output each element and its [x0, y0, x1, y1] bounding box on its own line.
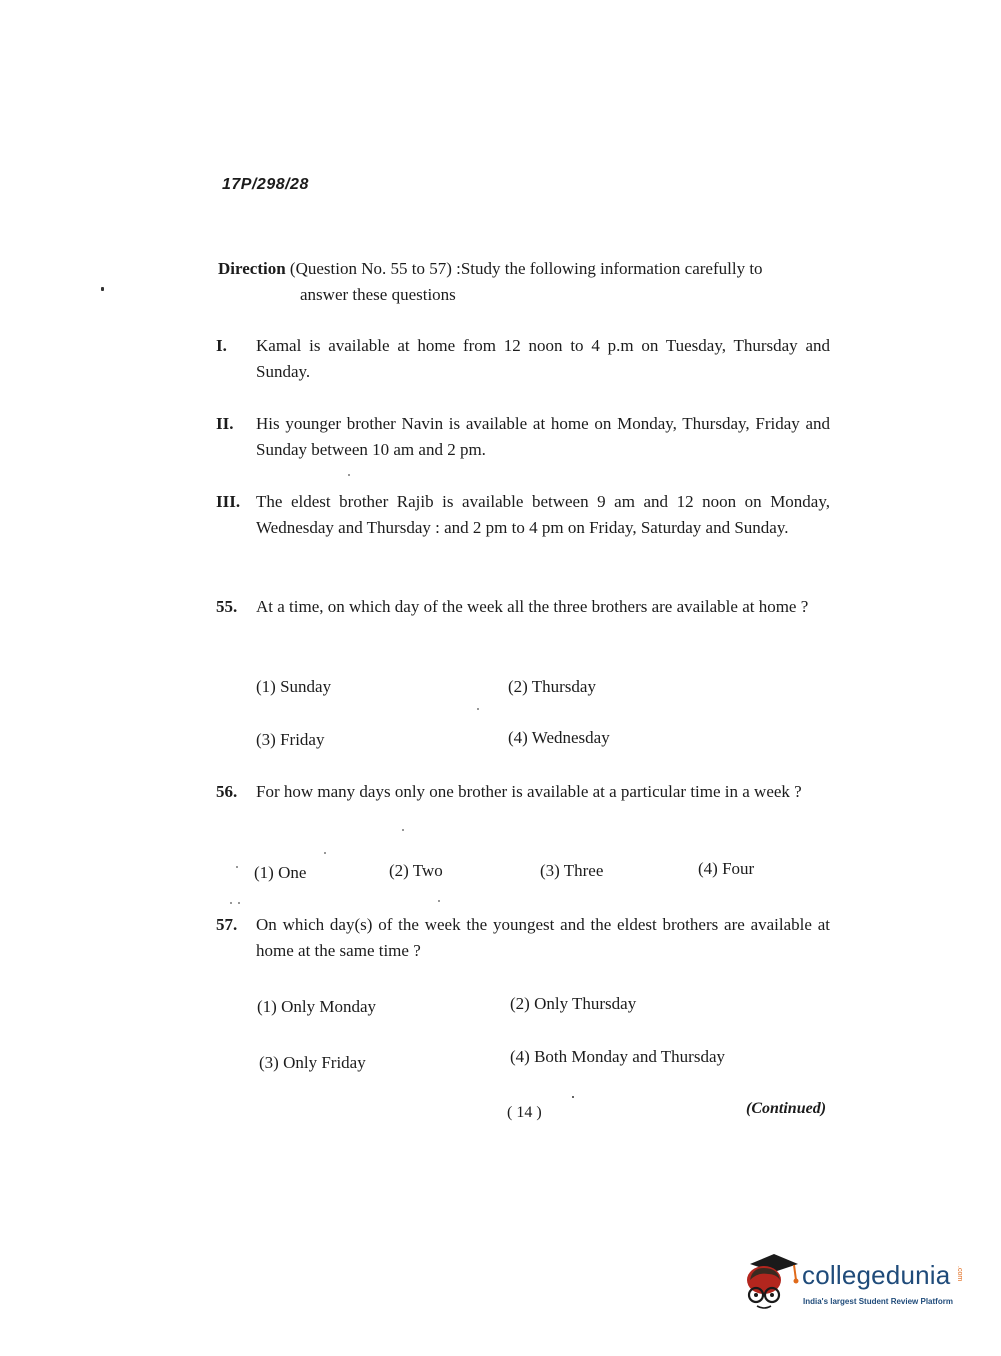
- direction-line-1: (Question No. 55 to 57) :Study the following information carefully to: [289, 259, 763, 278]
- statement-number: II.: [216, 414, 234, 433]
- collegedunia-logo[interactable]: [742, 1250, 972, 1320]
- question-number: 57.: [216, 915, 238, 934]
- scan-speck: [324, 852, 326, 854]
- direction-label: Direction: [218, 259, 286, 278]
- statement-1: [216, 333, 830, 385]
- scan-speck: [348, 474, 350, 476]
- q55-option-3[interactable]: (3) Friday: [256, 730, 325, 749]
- scan-speck: [572, 1096, 574, 1098]
- paper-code: 17P/298/28: [222, 176, 309, 193]
- q56-option-1[interactable]: (1) One: [254, 863, 307, 882]
- logo-suffix: .com: [956, 1266, 963, 1282]
- statement-text: Kamal is available at home from 12 noon to 4 p.m on Tuesday, Thursday and Sunday.: [256, 336, 830, 381]
- q55-option-2[interactable]: (2) Thursday: [508, 677, 596, 696]
- statement-text: His younger brother Navin is available at home on Monday, Thursday, Friday and Sunday between 10 am and 2 pm.: [256, 414, 830, 459]
- question-number: 55.: [216, 597, 238, 616]
- direction-line-2: answer these questions: [300, 285, 456, 304]
- q55-option-4[interactable]: (4) Wednesday: [508, 728, 610, 747]
- scan-speck: [101, 287, 104, 291]
- q57-option-1[interactable]: (1) Only Monday: [257, 997, 376, 1016]
- scan-speck: [236, 866, 238, 868]
- page-number: ( 14 ): [507, 1104, 542, 1121]
- scan-speck: [230, 902, 232, 904]
- question-text: At a time, on which day of the week all the three brothers are available at home ?: [256, 597, 809, 616]
- question-56: [216, 779, 830, 805]
- question-57: [216, 912, 830, 964]
- statement-3: [216, 489, 830, 541]
- question-number: 56.: [216, 782, 238, 801]
- logo-wordmark: collegedunia: [802, 1260, 951, 1290]
- continued-label: (Continued): [746, 1100, 827, 1117]
- logo-tagline: India's largest Student Review Platform: [803, 1297, 953, 1306]
- q57-option-3[interactable]: (3) Only Friday: [259, 1053, 366, 1072]
- q57-option-2[interactable]: (2) Only Thursday: [510, 994, 637, 1013]
- statement-2: [216, 411, 830, 463]
- statement-number: III.: [216, 492, 241, 511]
- direction-block: [218, 256, 830, 308]
- scan-speck: [438, 900, 440, 902]
- scan-speck: [402, 829, 404, 831]
- mascot-icon: [742, 1250, 800, 1312]
- scan-speck: [238, 902, 240, 904]
- q57-option-4[interactable]: (4) Both Monday and Thursday: [510, 1047, 725, 1066]
- q55-option-1[interactable]: (1) Sunday: [256, 677, 332, 696]
- q56-option-4[interactable]: (4) Four: [698, 859, 755, 878]
- q56-option-3[interactable]: (3) Three: [540, 861, 604, 880]
- question-text: On which day(s) of the week the youngest and the eldest brothers are available at home at the same time ?: [256, 915, 830, 960]
- question-55: [216, 594, 830, 620]
- q56-option-2[interactable]: (2) Two: [389, 861, 443, 880]
- scan-speck: [477, 708, 479, 710]
- statement-text: The eldest brother Rajib is available between 9 am and 12 noon on Monday, Wednesday and Thursday : and 2 pm to 4 pm on Friday, Saturday and Sunday.: [256, 492, 830, 537]
- question-text: For how many days only one brother is available at a particular time in a week ?: [256, 782, 802, 801]
- statement-number: I.: [216, 336, 227, 355]
